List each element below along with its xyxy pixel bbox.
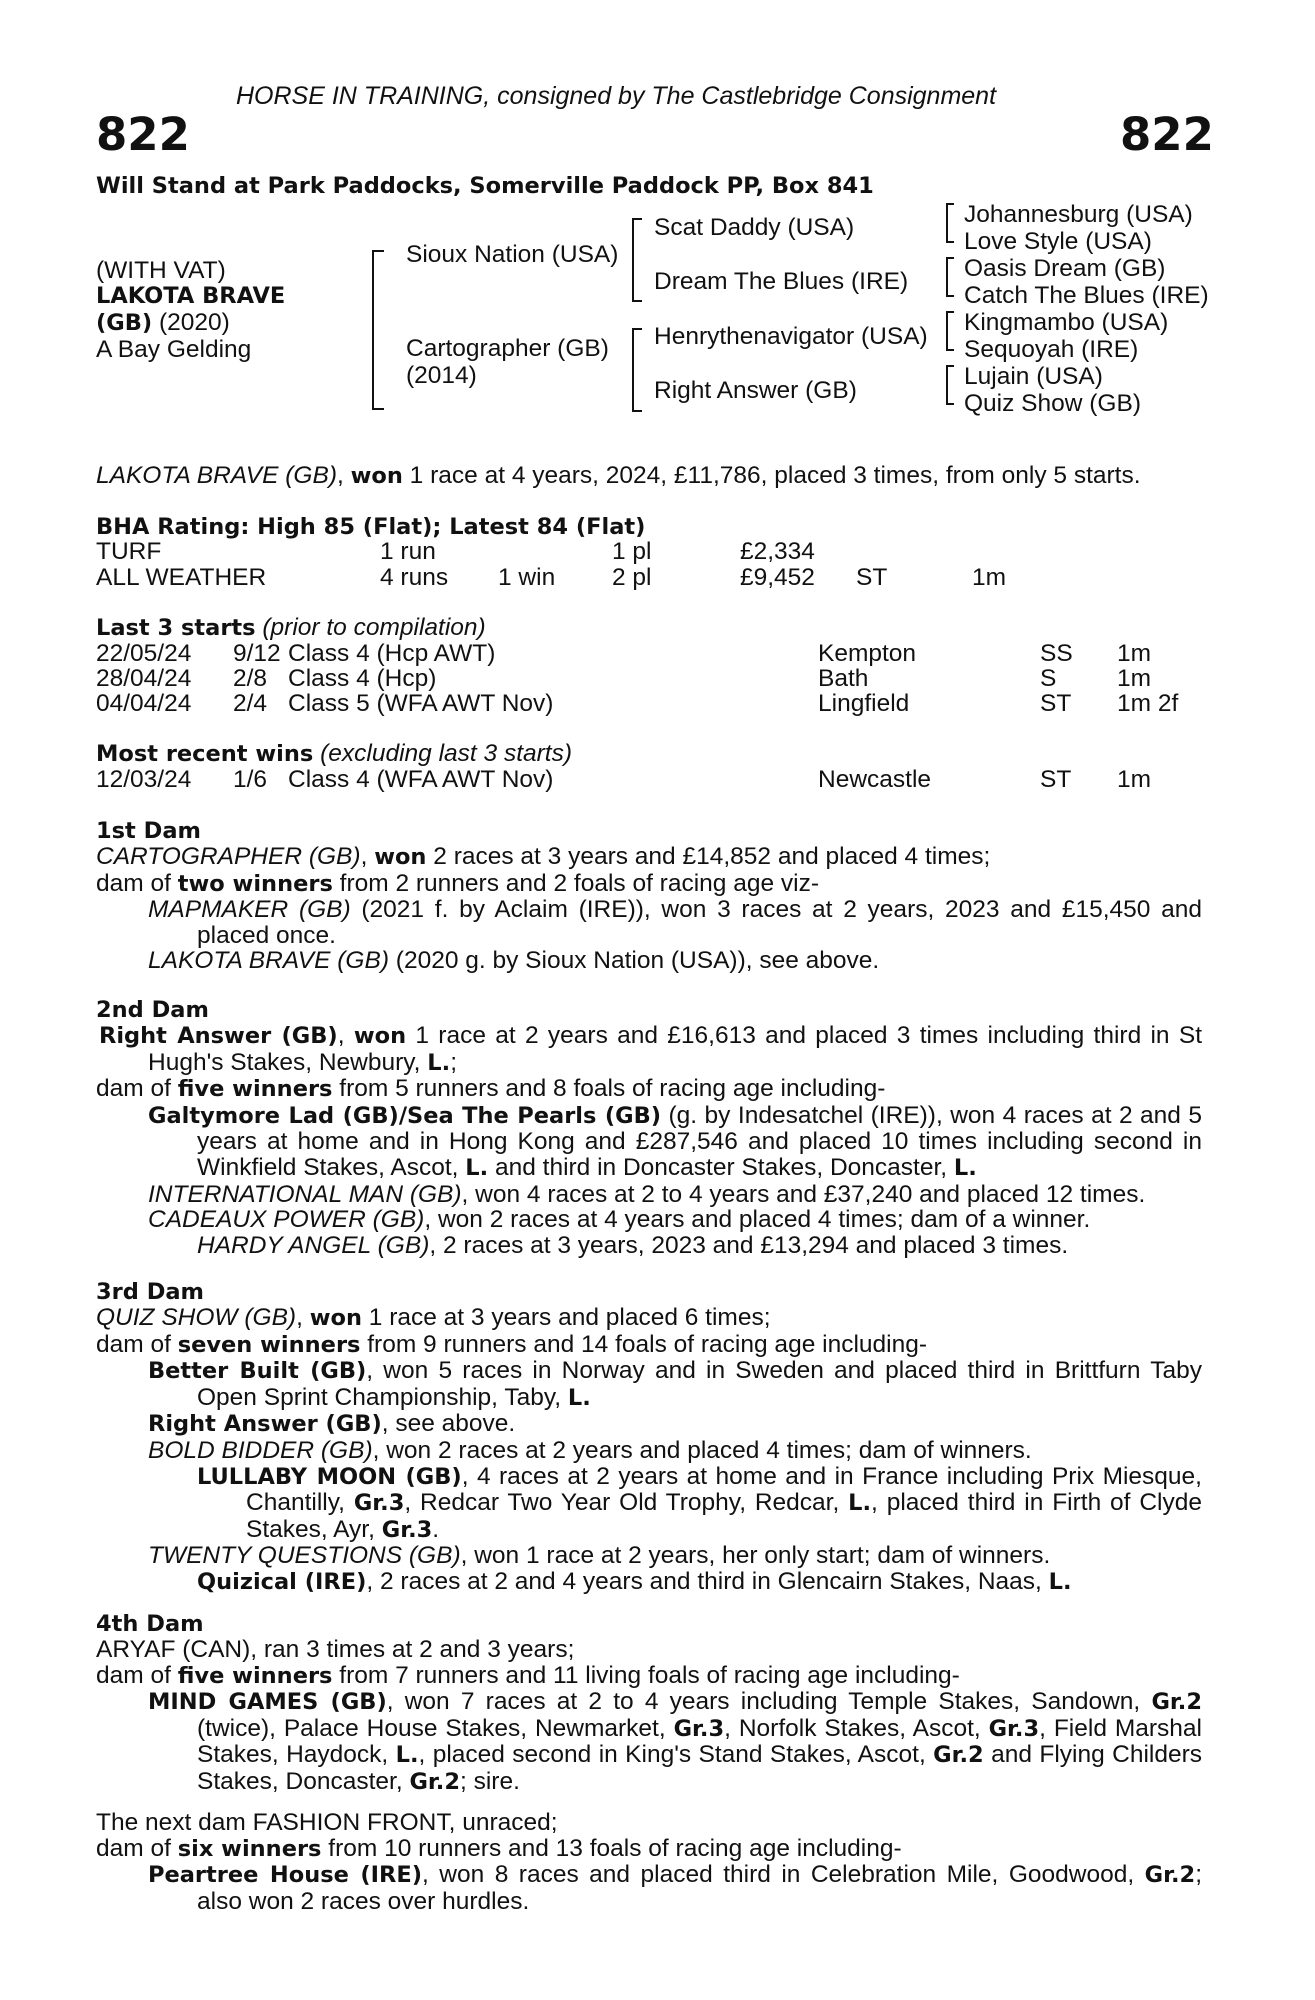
pedigree-sire: Sioux Nation (USA): [406, 241, 619, 268]
win-race: Class 4 (WFA AWT Nov): [288, 766, 554, 793]
second-dam-progeny: Galtymore Lad (GB)/Sea The Pearls (GB) (g. by Indesatchel (IRE)), won 4 races at 2 and 5 years at home and in Hong Kong and £287,546 and placed 10 times including second in Winkfield Stakes, Ascot, L. and third in Doncaster Stakes, Doncaster, L.: [148, 1101, 1202, 1181]
pedigree-g8: Quiz Show (GB): [964, 390, 1141, 417]
pedigree-brace-dam: [632, 328, 642, 412]
horse-name: LAKOTA BRAVE: [96, 283, 286, 309]
win-going: ST: [1040, 766, 1072, 793]
rating-prize-turf: £2,334: [740, 538, 815, 565]
third-dam-progeny: BOLD BIDDER (GB), won 2 races at 2 years and placed 4 times; dam of winners.: [148, 1436, 1032, 1464]
start-course: Lingfield: [818, 690, 910, 717]
win-date: 12/03/24: [96, 766, 192, 793]
vat-note: (WITH VAT): [96, 257, 226, 284]
pedigree-dam-sire: Henrythenavigator (USA): [654, 323, 928, 350]
win-position: 1/6: [233, 766, 268, 793]
pedigree-g3: Oasis Dream (GB): [964, 255, 1166, 282]
rating-prize-aw: £9,452: [740, 564, 815, 591]
recent-wins-title: Most recent wins (excluding last 3 starts): [96, 740, 573, 767]
win-distance: 1m: [1117, 766, 1152, 793]
horse-origin-year: (GB) (2020): [96, 309, 230, 336]
first-dam-line1: CARTOGRAPHER (GB), won 2 races at 3 years and £14,852 and placed 4 times;: [96, 843, 991, 870]
third-dam-grandprogeny: LULLABY MOON (GB), 4 races at 2 years at home and in France including Prix Miesque, Chantilly, Gr.3, Redcar Two Year Old Trophy, Redcar, L., placed third in Firth of Clyde Stakes, Ayr, Gr.3.: [197, 1462, 1202, 1543]
rating-wins-aw: 1 win: [498, 564, 556, 591]
third-dam-progeny: Right Answer (GB), see above.: [148, 1410, 516, 1438]
pedigree-g4: Catch The Blues (IRE): [964, 282, 1209, 309]
pedigree-brace-g2: [946, 257, 954, 297]
pedigree-sire-dam: Dream The Blues (IRE): [654, 268, 909, 295]
start-distance: 1m: [1117, 640, 1152, 667]
pedigree-g1: Johannesburg (USA): [964, 201, 1193, 228]
first-dam-line2: dam of two winners from 2 runners and 2 foals of racing age viz-: [96, 869, 820, 897]
third-dam-line2: dam of seven winners from 9 runners and 14 foals of racing age including-: [96, 1330, 927, 1358]
start-course: Bath: [818, 665, 869, 692]
rating-placed-turf: 1 pl: [612, 538, 652, 565]
start-going: ST: [1040, 690, 1072, 717]
pedigree-g5: Kingmambo (USA): [964, 309, 1169, 336]
start-race: Class 4 (Hcp AWT): [288, 640, 496, 667]
pedigree-dam: Cartographer (GB): [406, 335, 609, 362]
rating-placed-aw: 2 pl: [612, 564, 652, 591]
pedigree-brace-g4: [946, 365, 954, 405]
second-dam-line1: Right Answer (GB), won 1 race at 2 years and £16,613 and placed 3 times including third in St Hugh's Stakes, Newbury, L.;: [99, 1022, 1203, 1076]
second-dam-title: 2nd Dam: [96, 997, 209, 1023]
pedigree-sire-sire: Scat Daddy (USA): [654, 214, 855, 241]
pedigree-dam-dam: Right Answer (GB): [654, 377, 857, 404]
third-dam-line1: QUIZ SHOW (GB), won 1 race at 3 years and placed 6 times;: [96, 1304, 771, 1331]
rating-surface-turf: TURF: [96, 538, 162, 565]
next-dam-section: [96, 1810, 1202, 1914]
fourth-dam-line2: dam of five winners from 7 runners and 11 living foals of racing age including-: [96, 1661, 960, 1689]
start-position: 2/4: [233, 690, 268, 717]
pedigree-brace-main: [372, 250, 384, 410]
pedigree-brace-sire: [632, 218, 642, 302]
rating-dist-aw: 1m: [972, 564, 1007, 591]
lot-number-left: 822: [96, 108, 190, 161]
pedigree-g7: Lujain (USA): [964, 363, 1103, 390]
next-dam-line1: The next dam FASHION FRONT, unraced;: [96, 1809, 558, 1836]
stand-location: Will Stand at Park Paddocks, Somerville Paddock PP, Box 841: [96, 173, 874, 199]
next-dam-progeny: Peartree House (IRE), won 8 races and placed third in Celebration Mile, Goodwood, Gr.2; also won 2 races over hurdles.: [148, 1861, 1202, 1915]
horse-description: A Bay Gelding: [96, 336, 252, 363]
rating-runs-aw: 4 runs: [380, 564, 449, 591]
third-dam-progeny: Better Built (GB), won 5 races in Norway and in Sweden and placed third in Brittfurn Taby Open Sprint Championship, Taby, L.: [148, 1357, 1202, 1411]
first-dam-progeny: MAPMAKER (GB) (2021 f. by Aclaim (IRE)), won 3 races at 2 years, 2023 and £15,450 and placed once.: [148, 896, 1202, 949]
start-date: 28/04/24: [96, 665, 192, 692]
start-date: 04/04/24: [96, 690, 192, 717]
second-dam-grandprogeny: HARDY ANGEL (GB), 2 races at 3 years, 2023 and £13,294 and placed 3 times.: [197, 1231, 1069, 1259]
start-date: 22/05/24: [96, 640, 192, 667]
start-course: Kempton: [818, 640, 917, 667]
third-dam-title: 3rd Dam: [96, 1279, 204, 1305]
lot-number-right: 822: [1120, 108, 1214, 161]
start-distance: 1m: [1117, 665, 1152, 692]
third-dam-section: [96, 1279, 1202, 1596]
third-dam-progeny: TWENTY QUESTIONS (GB), won 1 race at 2 years, her only start; dam of winners.: [148, 1542, 1051, 1570]
bha-rating-title: BHA Rating: High 85 (Flat); Latest 84 (Flat): [96, 514, 646, 540]
last-starts-title: Last 3 starts (prior to compilation): [96, 614, 486, 641]
second-dam-line2: dam of five winners from 5 runners and 8 foals of racing age including-: [96, 1075, 886, 1103]
first-dam-section: [96, 818, 1202, 974]
rating-runs-turf: 1 run: [380, 538, 436, 565]
second-dam-progeny: CADEAUX POWER (GB), won 2 races at 4 years and placed 4 times; dam of a winner.: [148, 1206, 1091, 1234]
start-race: Class 4 (Hcp): [288, 665, 437, 692]
fourth-dam-section: [96, 1611, 1202, 1796]
second-dam-progeny: INTERNATIONAL MAN (GB), won 4 races at 2 to 4 years and £37,240 and placed 12 times.: [148, 1180, 1146, 1208]
pedigree-g6: Sequoyah (IRE): [964, 336, 1139, 363]
fourth-dam-progeny: MIND GAMES (GB), won 7 races at 2 to 4 years including Temple Stakes, Sandown, Gr.2 (twice), Palace House Stakes, Newmarket, Gr.3, Norfolk Stakes, Ascot, Gr.3, Field Marshal Stakes, Haydock, L., placed second in King's Stand Stakes, Ascot, Gr.2 and Flying Childers Stakes, Doncaster, Gr.2; sire.: [148, 1688, 1202, 1795]
start-distance: 1m 2f: [1117, 690, 1179, 717]
next-dam-line2: dam of six winners from 10 runners and 13 foals of racing age including-: [96, 1834, 902, 1862]
second-dam-section: [96, 997, 1202, 1258]
race-summary: LAKOTA BRAVE (GB), won 1 race at 4 years, 2024, £11,786, placed 3 times, from only 5 starts.: [96, 462, 1141, 489]
first-dam-title: 1st Dam: [96, 818, 201, 844]
fourth-dam-line1: ARYAF (CAN), ran 3 times at 2 and 3 years;: [96, 1636, 575, 1663]
start-position: 9/12: [233, 640, 281, 667]
third-dam-grandprogeny: Quizical (IRE), 2 races at 2 and 4 years and third in Glencairn Stakes, Naas, L.: [197, 1567, 1072, 1595]
rating-surface-aw: ALL WEATHER: [96, 564, 267, 591]
rating-going-aw: ST: [856, 564, 888, 591]
start-going: S: [1040, 665, 1057, 692]
pedigree-dam-year: (2014): [406, 362, 477, 389]
first-dam-progeny: LAKOTA BRAVE (GB) (2020 g. by Sioux Nation (USA)), see above.: [148, 947, 880, 975]
catalogue-header: HORSE IN TRAINING, consigned by The Castlebridge Consignment: [236, 82, 997, 110]
fourth-dam-title: 4th Dam: [96, 1611, 204, 1637]
pedigree-g2: Love Style (USA): [964, 228, 1152, 255]
pedigree-brace-g1: [946, 203, 954, 243]
pedigree-brace-g3: [946, 311, 954, 351]
start-going: SS: [1040, 640, 1073, 667]
start-position: 2/8: [233, 665, 268, 692]
start-race: Class 5 (WFA AWT Nov): [288, 690, 554, 717]
win-course: Newcastle: [818, 766, 932, 793]
